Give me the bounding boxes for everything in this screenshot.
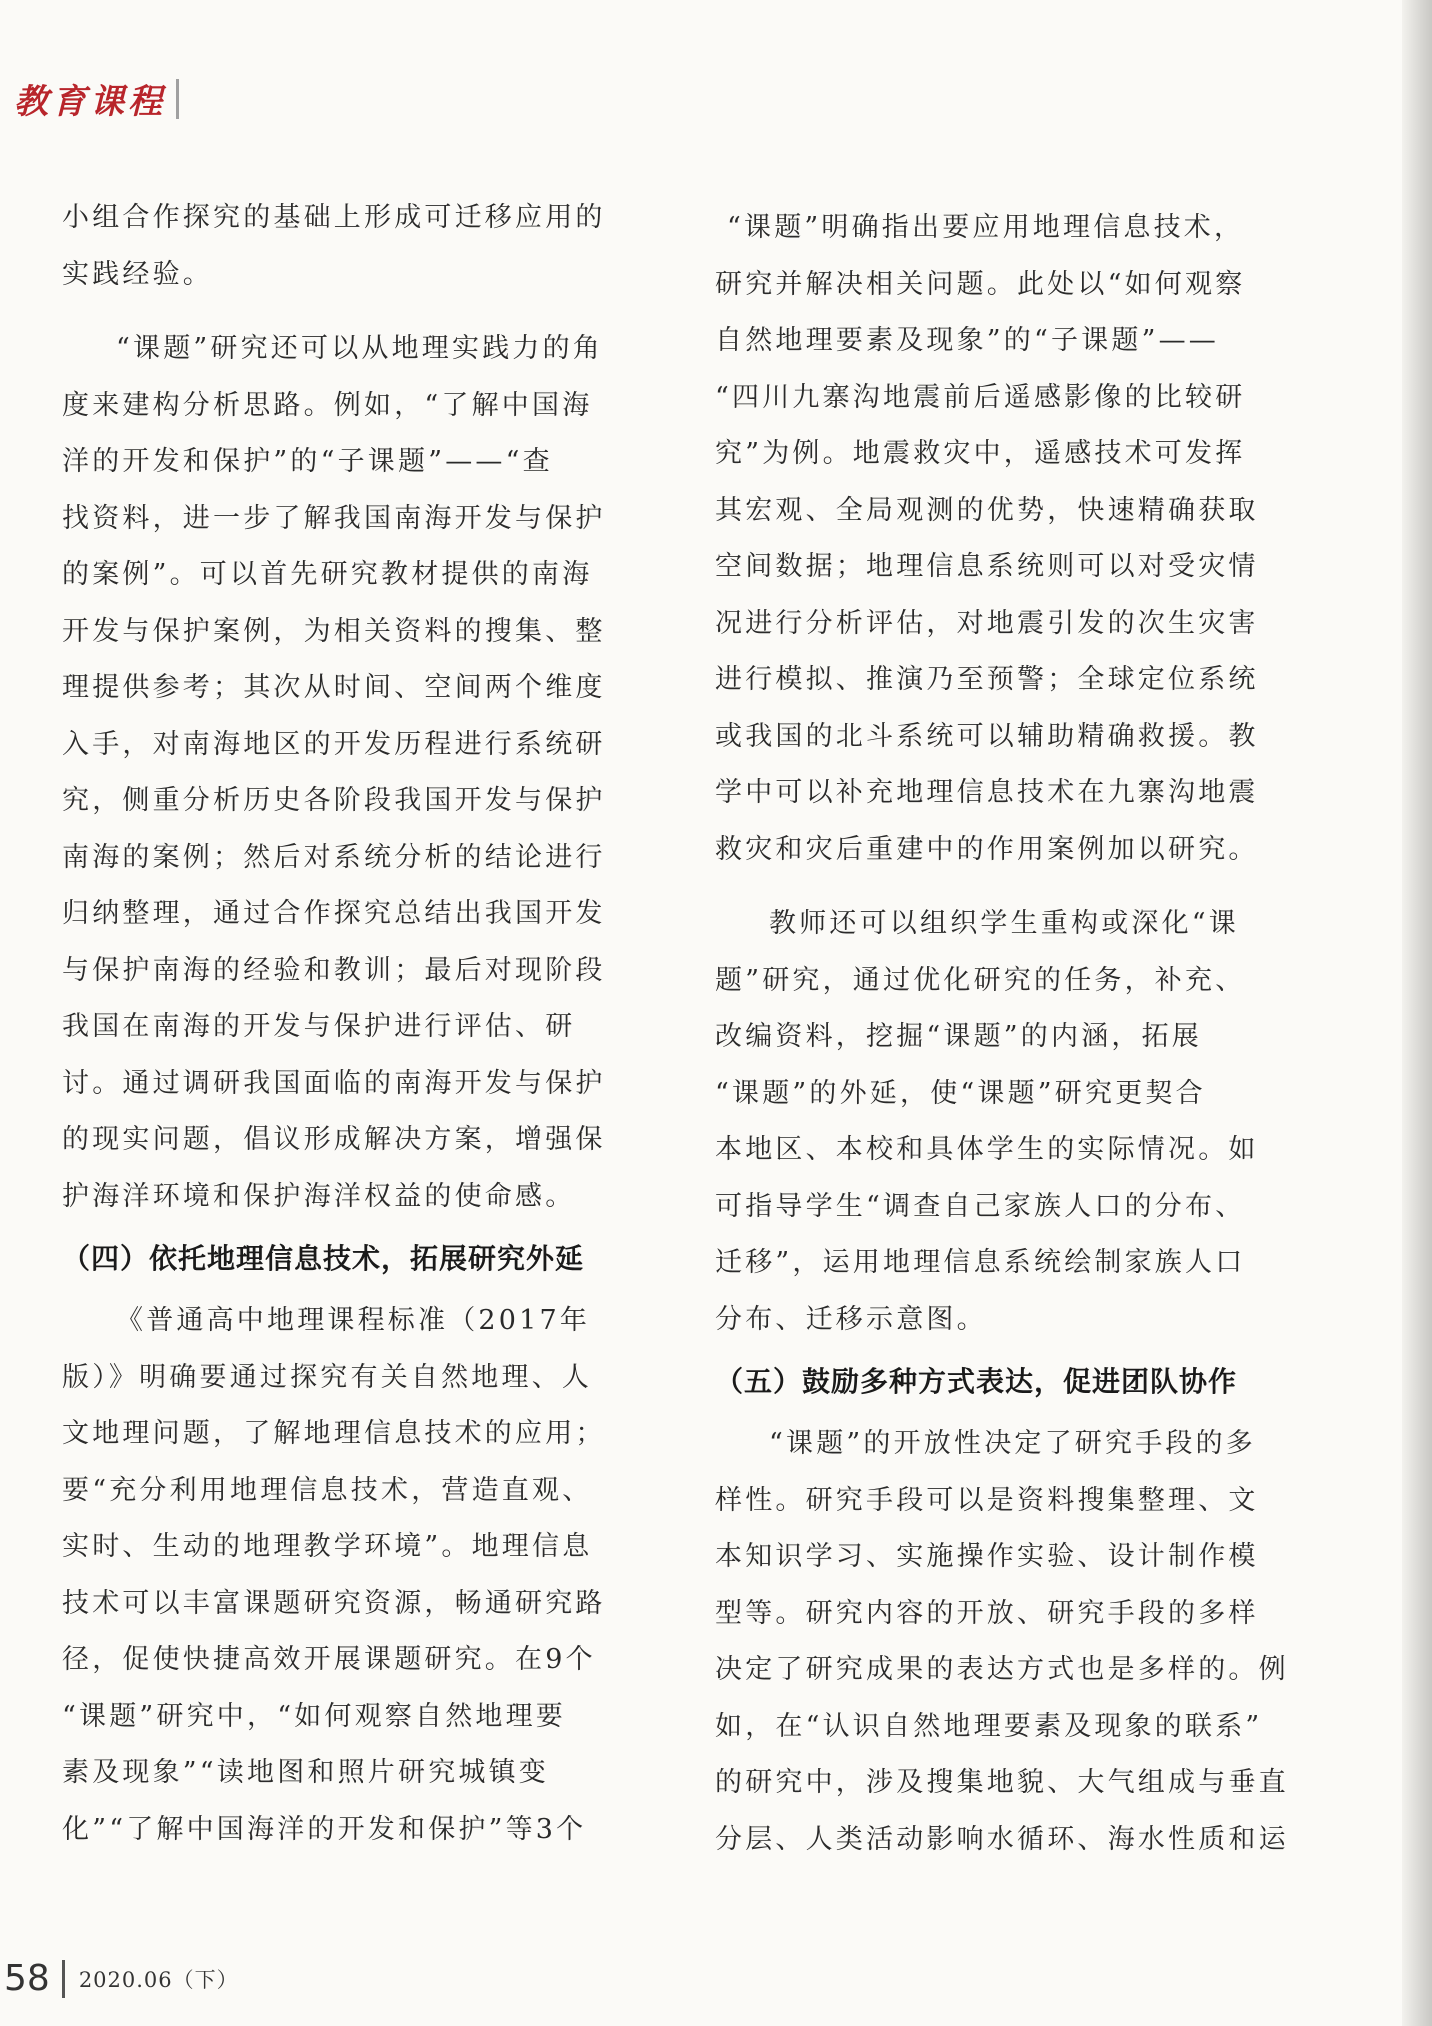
text-line: 实时、生动的地理教学环境”。地理信息 [62, 1531, 593, 1562]
text-line: 的研究中，涉及搜集地貌、大气组成与垂直 [715, 1767, 1289, 1798]
paragraph-gap [62, 303, 637, 321]
text-line: 版）》明确要通过探究有关自然地理、人 [62, 1361, 593, 1393]
text-line: 归纳整理，通过合作探究总结出我国开发 [62, 898, 606, 929]
text-line: 迁移”，运用地理信息系统绘制家族人口 [715, 1247, 1246, 1278]
text-line: 究，侧重分析历史各阶段我国开发与保护 [62, 785, 606, 816]
page-footer [0, 1958, 239, 1999]
right-paragraph-3 [715, 1416, 1290, 1868]
text-line: “四川九寨沟地震前后遥感影像的比较研 [715, 381, 1246, 413]
section-heading-4: （四）依托地理信息技术，拓展研究外延 [62, 1242, 585, 1275]
text-line: 我国在南海的开发与保护进行评估、研 [62, 1011, 576, 1042]
running-header [14, 74, 179, 123]
text-line: 度来建构分析思路。例如，“了解中国海 [62, 389, 593, 421]
text-line: 开发与保护案例，为相关资料的搜集、整 [62, 615, 606, 647]
text-line: 教师还可以组织学生重构或深化“课 [769, 908, 1240, 939]
text-line: 要“充分利用地理信息技术，营造直观、 [62, 1474, 593, 1506]
page-edge-shadow [1402, 0, 1432, 2026]
left-paragraph-1 [62, 190, 637, 303]
text-line: 研究并解决相关问题。此处以“如何观察 [715, 268, 1246, 300]
text-line: 《普通高中地理课程标准（2017年 [116, 1305, 591, 1336]
text-line: 如，在“认识自然地理要素及现象的联系” [715, 1710, 1263, 1742]
header-divider [176, 79, 179, 119]
text-line: 的案例”。可以首先研究教材提供的南海 [62, 559, 593, 590]
text-line: 分布、迁移示意图。 [715, 1303, 987, 1335]
text-line: 技术可以丰富课题研究资源，畅通研究路 [62, 1587, 606, 1619]
left-column [62, 190, 637, 1858]
text-line: 理提供参考；其次从时间、空间两个维度 [62, 672, 606, 703]
right-paragraph-1 [715, 200, 1290, 878]
footer-divider [62, 1960, 65, 1998]
left-paragraph-2 [62, 321, 637, 1225]
page-number: 58 [4, 1958, 50, 1999]
text-line: 题”研究，通过优化研究的任务，补充、 [715, 964, 1246, 996]
text-line: 与保护南海的经验和教训；最后对现阶段 [62, 954, 606, 986]
text-line: 样性。研究手段可以是资料搜集整理、文 [715, 1484, 1259, 1516]
paragraph-gap [715, 878, 1290, 896]
text-line: “课题”的开放性决定了研究手段的多 [769, 1428, 1257, 1459]
text-line: 决定了研究成果的表达方式也是多样的。例 [715, 1654, 1289, 1685]
text-line: 本地区、本校和具体学生的实际情况。如 [715, 1134, 1259, 1165]
text-line: 其宏观、全局观测的优势，快速精确获取 [715, 494, 1259, 526]
text-line: 分层、人类活动影响水循环、海水性质和运 [715, 1823, 1289, 1855]
right-column [715, 200, 1290, 1868]
text-line: “课题”研究还可以从地理实践力的角 [116, 333, 604, 364]
text-line: 实践经验。 [62, 258, 213, 290]
journal-name: 教育课程 [14, 82, 166, 122]
text-line: 可指导学生“调查自己家族人口的分布、 [715, 1190, 1246, 1222]
text-line: “课题”明确指出要应用地理信息技术， [727, 212, 1245, 243]
text-line: 素及现象”“读地图和照片研究城镇变 [62, 1757, 550, 1788]
right-paragraph-2 [715, 896, 1290, 1348]
issue-date: 2020.06（下） [78, 1967, 239, 1992]
text-line: 救灾和灾后重建中的作用案例加以研究。 [715, 833, 1259, 865]
text-line: 或我国的北斗系统可以辅助精确救援。教 [715, 720, 1259, 752]
text-line: 南海的案例；然后对系统分析的结论进行 [62, 841, 606, 873]
text-line: 护海洋环境和保护海洋权益的使命感。 [62, 1180, 576, 1212]
text-line: 入手，对南海地区的开发历程进行系统研 [62, 728, 606, 760]
text-line: 自然地理要素及现象”的“子课题”—— [715, 325, 1220, 356]
text-line: 小组合作探究的基础上形成可迁移应用的 [62, 202, 606, 233]
text-line: 改编资料，挖掘“课题”的内涵，拓展 [715, 1021, 1203, 1052]
text-line: 文地理问题，了解地理信息技术的应用； [62, 1418, 606, 1449]
text-line: 的现实问题，倡议形成解决方案，增强保 [62, 1124, 606, 1155]
section-heading-5: （五）鼓励多种方式表达，促进团队协作 [715, 1365, 1238, 1398]
text-line: 况进行分析评估，对地震引发的次生灾害 [715, 607, 1259, 639]
text-line: 找资料，进一步了解我国南海开发与保护 [62, 502, 606, 534]
text-line: 径，促使快捷高效开展课题研究。在9个 [62, 1644, 596, 1675]
text-line: 空间数据；地理信息系统则可以对受灾情 [715, 551, 1259, 582]
text-line: 学中可以补充地理信息技术在九寨沟地震 [715, 777, 1259, 808]
text-line: 型等。研究内容的开放、研究手段的多样 [715, 1597, 1259, 1629]
text-line: 进行模拟、推演乃至预警；全球定位系统 [715, 664, 1259, 695]
text-line: 本知识学习、实施操作实验、设计制作模 [715, 1541, 1259, 1572]
text-line: 究”为例。地震救灾中，遥感技术可发挥 [715, 438, 1246, 469]
left-paragraph-3 [62, 1293, 637, 1858]
text-line: “课题”的外延，使“课题”研究更契合 [715, 1077, 1206, 1109]
text-line: 化”“了解中国海洋的开发和保护”等3个 [62, 1813, 587, 1845]
text-line: 讨。通过调研我国面临的南海开发与保护 [62, 1067, 606, 1099]
text-line: 洋的开发和保护”的“子课题”——“查 [62, 446, 553, 477]
text-line: “课题”研究中，“如何观察自然地理要 [62, 1700, 567, 1732]
